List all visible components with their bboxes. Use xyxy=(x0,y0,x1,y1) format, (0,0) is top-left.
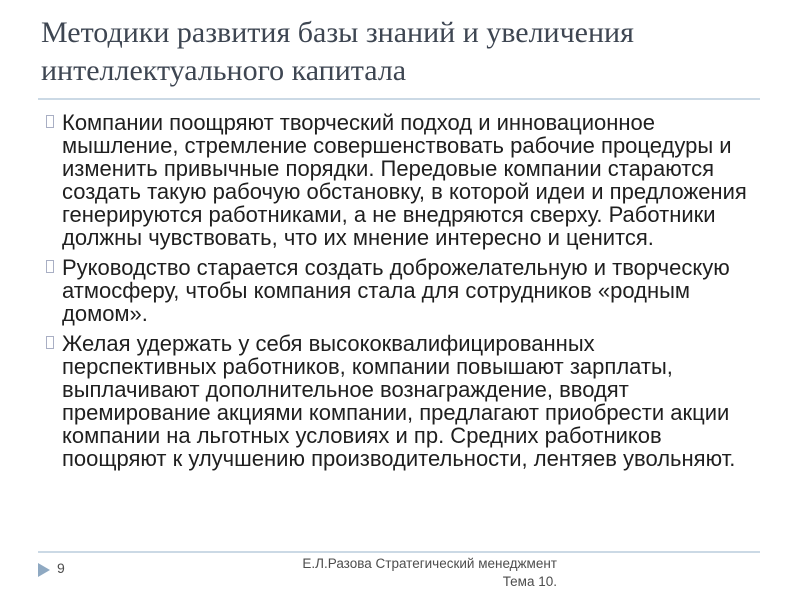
list-item xyxy=(46,111,752,249)
page-number: 9 xyxy=(57,560,65,576)
bullet-icon xyxy=(46,115,54,128)
list-item xyxy=(46,256,752,325)
footer-course-line: Е.Л.Разова Стратегический менеджмент xyxy=(302,556,557,571)
title-divider xyxy=(38,98,760,100)
footer-divider xyxy=(38,551,760,553)
bullet-list xyxy=(46,111,752,477)
list-item xyxy=(46,332,752,470)
bullet-text: Желая удержать у себя высококвалифицированных перспективных работников, компании повышают зарплаты, выплачивают дополнительное вознаграждение, вводят премирование акциями компании, предлагают приобрести акции компании на льготных условиях и пр. Средних работников поощряют к улучшению производительности, лентяев увольняют. xyxy=(62,331,736,471)
footer xyxy=(217,555,557,591)
footer-topic-line: Тема 10. xyxy=(502,574,557,589)
bullet-icon xyxy=(46,260,54,273)
bullet-text: Компании поощряют творческий подход и инновационное мышление, стремление совершенствовать рабочие процедуры и изменить привычные порядки. Передовые компании стараются создать такую рабочую обстановку, в которой идеи и предложения генерируются работниками, а не внедряются сверху. Работники должны чувствовать, что их мнение интересно и ценится. xyxy=(62,110,747,250)
page-title: Методики развития базы знаний и увеличения интеллектуального капитала xyxy=(41,16,634,87)
bullet-text: Руководство старается создать доброжелательную и творческую атмосферу, чтобы компания стала для сотрудников «родным домом». xyxy=(62,255,730,326)
arrow-right-icon xyxy=(38,563,50,577)
bullet-icon xyxy=(46,336,54,349)
